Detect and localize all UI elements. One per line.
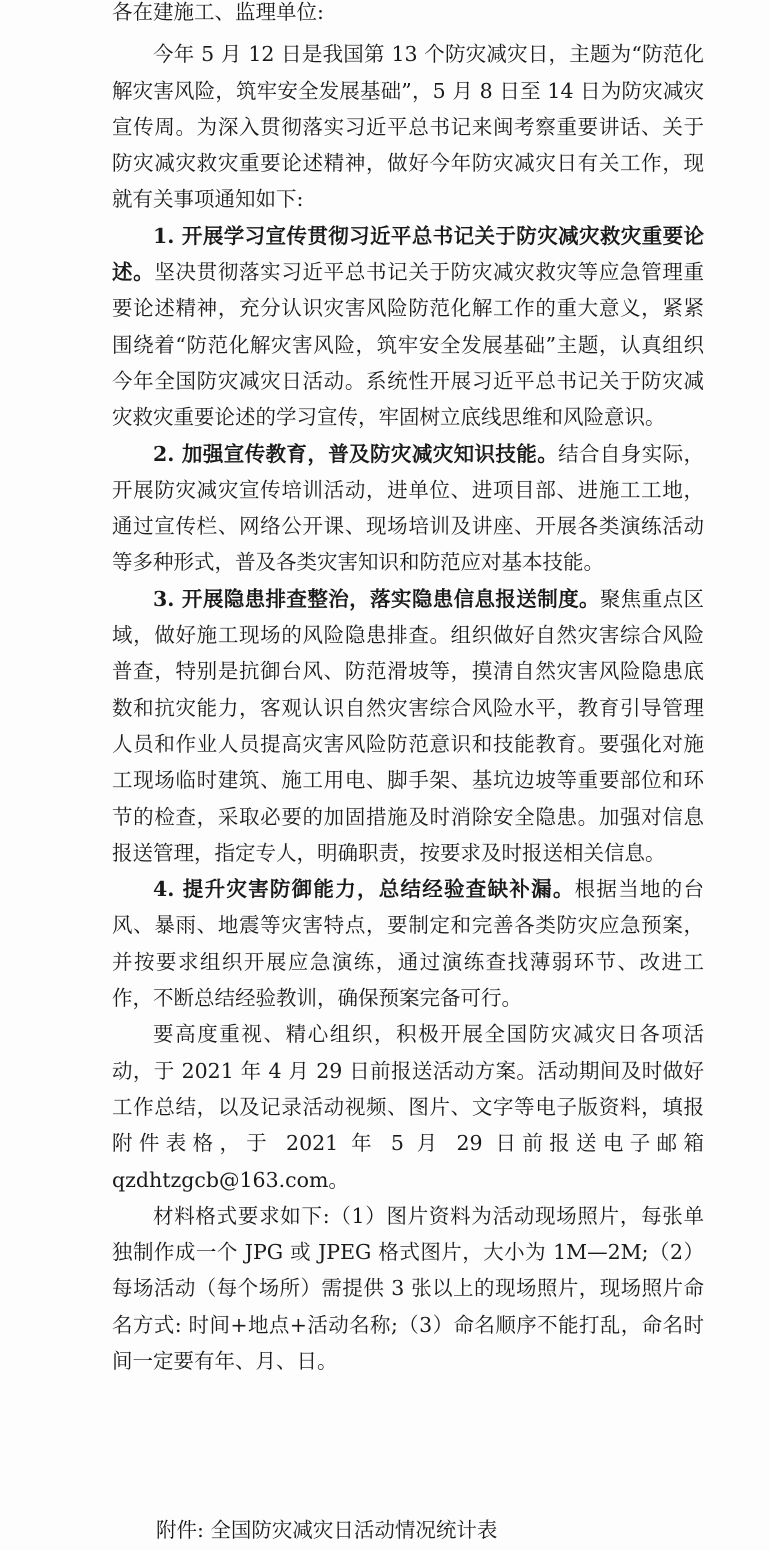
document-body <box>112 0 704 1379</box>
item-1-body: 坚决贯彻落实习近平总书记关于防灾减灾救灾等应急管理重要论述精神，充分认识灾害风险防范化解工作的重大意义，紧紧围绕着“防范化解灾害风险，筑牢安全发展基础”主题，认真组织今年全国防灾减灾日活动。系统性开展习近平总书记关于防灾减灾救灾重要论述的学习宣传，牢固树立底线思维和风险意识。 <box>112 260 705 430</box>
item-2-paragraph <box>112 436 704 581</box>
item-4-heading: 4. 提升灾害防御能力，总结经验查缺补漏。 <box>153 877 575 902</box>
format-paragraph: 材料格式要求如下:（1）图片资料为活动现场照片，每张单独制作成一个 JPG 或 JPEG 格式图片，大小为 1M—2M;（2）每场活动（每个场所）需提供 3 张以上的现场照片，现场照片命名方式: 时间+地点+活动名称;（3）命名顺序不能打乱，命名时间一定要有年、月、日。 <box>112 1203 704 1373</box>
intro-paragraph: 今年 5 月 12 日是我国第 13 个防灾减灾日，主题为“防范化解灾害风险，筑牢安全发展基础”，5 月 8 日至 14 日为防灾减灾宣传周。为深入贯彻落实习近平总书记来闽考察重要讲话、关于防灾减灾救灾重要论述精神，做好今年防灾减灾日有关工作，现就有关事项通知如下: <box>112 42 704 212</box>
item-2-body: 结合自身实际，开展防灾减灾宣传培训活动，进单位、进项目部、进施工工地，通过宣传栏、网络公开课、现场培训及讲座、开展各类演练活动等多种形式，普及各类灾害知识和防范应对基本技能。 <box>112 441 704 575</box>
item-4-body: 根据当地的台风、暴雨、地震等灾害特点，要制定和完善各类防灾应急预案，并按要求组织开展应急演练，通过演练查找薄弱环节、改进工作，不断总结经验教训，确保预案完备可行。 <box>112 877 705 1011</box>
item-1-paragraph <box>112 218 704 436</box>
item-1-heading: 1. 开展学习宣传贯彻习近平总书记关于防灾减灾救灾重要论述。 <box>112 223 704 285</box>
item-3-paragraph <box>112 581 704 871</box>
item-3-body: 聚焦重点区域，做好施工现场的风险隐患排查。组织做好自然灾害综合风险普查，特别是抗御台风、防范滑坡等，摸清自然灾害风险隐患底数和抗灾能力，客观认识自然灾害综合风险水平，教育引导管理人员和作业人员提高灾害风险防范意识和技能教育。要强化对施工现场临时建筑、施工用电、脚手架、基坑边坡等重要部位和环节的检查，采取必要的加固措施及时消除安全隐患。加强对信息报送管理，指定专人，明确职责，按要求及时报送相关信息。 <box>112 586 704 865</box>
item-2-heading: 2. 加强宣传教育，普及防灾减灾知识技能。 <box>153 441 559 466</box>
requirements-paragraph: 要高度重视、精心组织，积极开展全国防灾减灾日各项活动，于 2021 年 4 月 29 日前报送活动方案。活动期间及时做好工作总结，以及记录活动视频、图片、文字等电子版资料，填报附件表格，于 2021 年 5 月 29 日前报送电子邮箱 qzdhtzgcb@163.com。 <box>112 1022 704 1192</box>
item-4-paragraph <box>112 871 704 1016</box>
salutation: 各在建施工、监理单位: <box>112 0 324 24</box>
item-3-heading: 3. 开展隐患排查整治，落实隐患信息报送制度。 <box>153 586 600 611</box>
attachment-note: 附件: 全国防灾减灾日活动情况统计表 <box>156 1518 498 1542</box>
